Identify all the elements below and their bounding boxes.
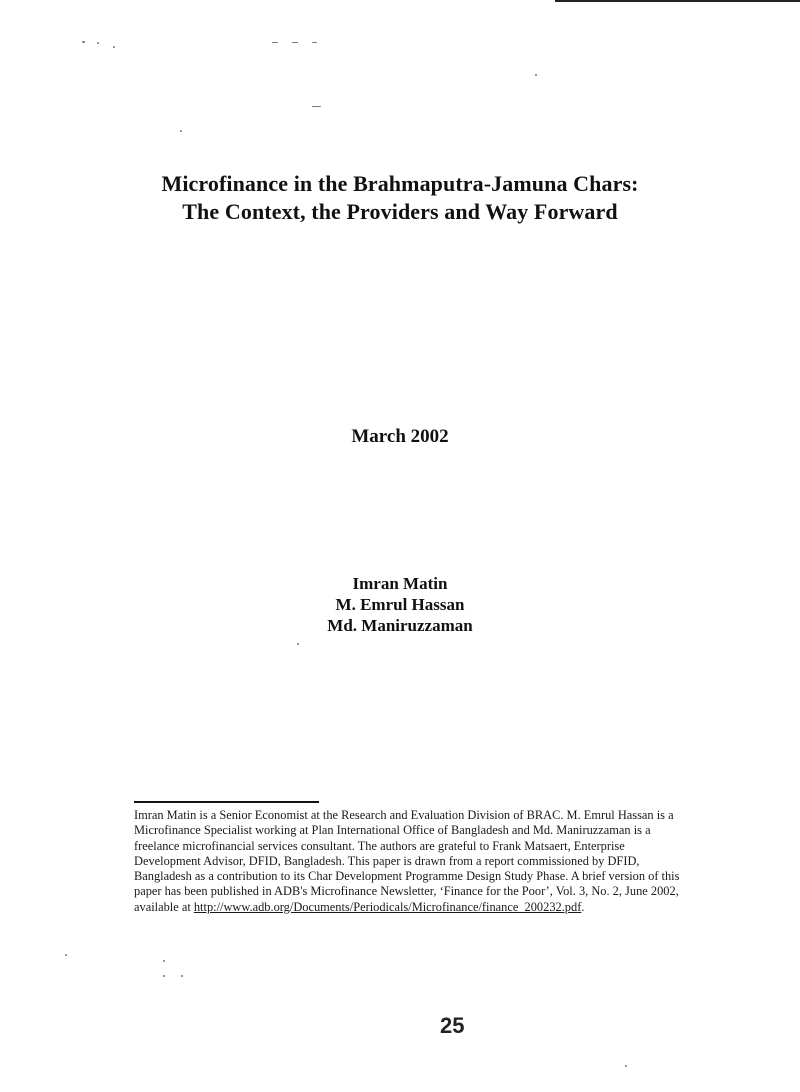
page-number: 25: [440, 1013, 465, 1038]
publication-date: March 2002: [351, 426, 449, 447]
footnote-rule: [134, 801, 319, 803]
scan-speck: [97, 42, 99, 44]
scan-speck: [272, 42, 278, 43]
title-line-1: Microfinance in the Brahmaputra-Jamuna Chars:: [161, 171, 639, 196]
scan-speck: [113, 46, 115, 48]
scan-speck: [297, 643, 299, 645]
author-name: Imran Matin: [352, 574, 448, 593]
scan-speck: [312, 42, 317, 43]
scan-speck: [535, 74, 537, 76]
footnote-end: .: [581, 899, 585, 914]
document-title: [0, 170, 800, 226]
scan-speck: [65, 954, 67, 956]
title-line-2: The Context, the Providers and Way Forward: [182, 199, 618, 224]
author-name: Md. Maniruzzaman: [327, 616, 473, 635]
scan-speck: [181, 975, 183, 977]
scan-speck: [82, 41, 85, 43]
scan-speck: [625, 1065, 627, 1067]
author-list: [0, 573, 800, 636]
author-name: M. Emrul Hassan: [335, 595, 465, 614]
scan-speck: [163, 975, 165, 977]
scan-speck: [163, 960, 165, 962]
scan-speck: [292, 42, 298, 43]
scan-speck: [312, 106, 321, 107]
scan-edge-line: [555, 0, 800, 2]
scan-speck: [180, 130, 182, 132]
footnote-link[interactable]: http://www.adb.org/Documents/Periodicals/Microfinance/finance_200232.pdf: [193, 899, 582, 914]
footnote: [134, 808, 682, 915]
footnote-text: Imran Matin is a Senior Economist at the Research and Evaluation Division of BRAC. M. Emrul Hassan is a Microfinance Specialist working at Plan International Office of Bangladesh and Md. Maniruzzaman is a freelance microfinancial services consultant. The authors are grateful to Frank Matsaert, Enterprise Development Advisor, DFID, Bangladesh. This paper is drawn from a report commissioned by DFID, Bangladesh as a contribution to its Char Development Programme Design Study Phase. A brief version of this paper has been published in ADB's Microfinance Newsletter, ‘Finance for the Poor’, Vol. 3, No. 2, June 2002, available at: [134, 808, 680, 914]
